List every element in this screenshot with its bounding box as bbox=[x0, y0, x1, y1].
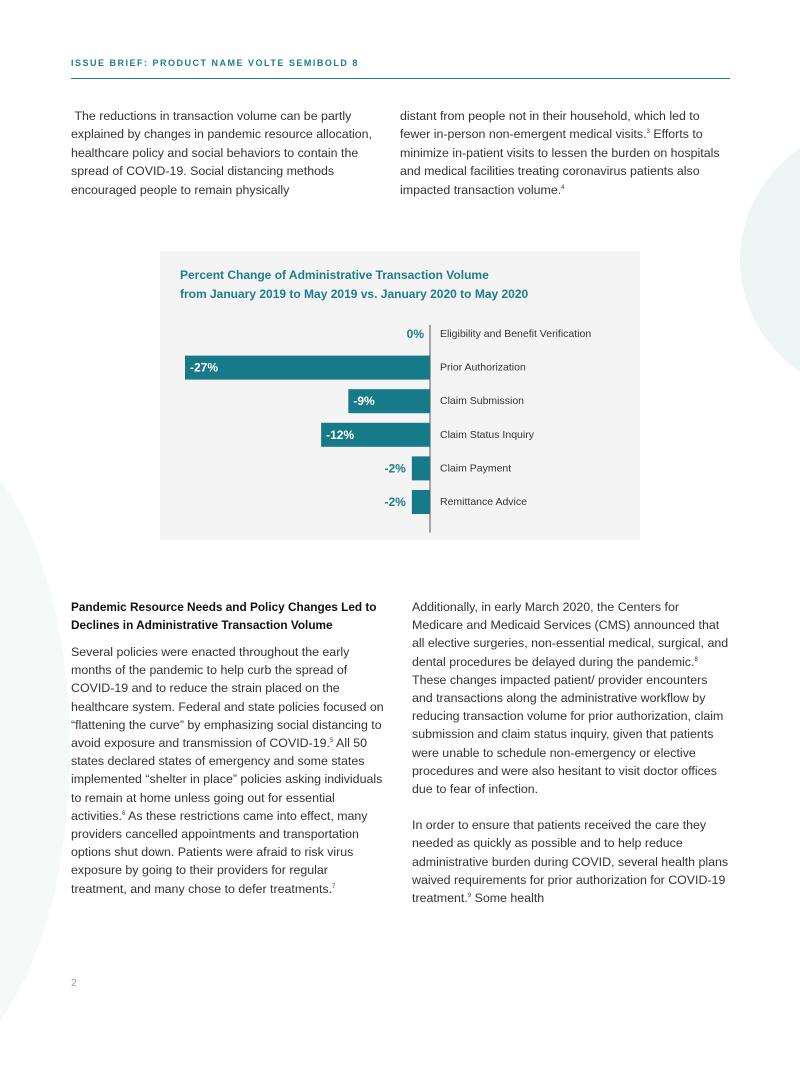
chart-title-line1: Percent Change of Administrative Transaction Volume bbox=[180, 268, 489, 282]
body-paragraph bbox=[71, 643, 387, 898]
category-label: Claim Status Inquiry bbox=[440, 428, 534, 441]
footnote-ref: 8 bbox=[694, 656, 698, 663]
intro-column-left bbox=[71, 107, 383, 199]
body-text: All 50 states declared states of emergency and some states implemented “shelter in place” policies asking individuals to remain at home unless going out for essential activities. bbox=[71, 736, 383, 823]
body-text: These changes impacted patient/ provider encounters and transactions along the administrative workflow by reducing transaction volume for prior authorization, claim submission and claim status inquiry, given that patients were unable to schedule non-emergency or elective procedures and were also hesitant to visit doctor offices due to fear of infection. bbox=[412, 672, 724, 797]
page-header: ISSUE BRIEF: PRODUCT NAME VOLTE SEMIBOLD 8 bbox=[71, 58, 359, 68]
bar-chart bbox=[160, 251, 640, 540]
body-text: Several policies were enacted throughout the early months of the pandemic to help curb the spread of COVID-19 and to reduce the strain placed on the healthcare system. Federal and state policies focused on “flattening the curve” by emphasizing social distancing to avoid exposure and transmission of COVID-19. bbox=[71, 645, 384, 751]
intro-right-text-cont: Efforts to minimize in-patient visits to lessen the burden on hospitals and medical facilities treating coronavirus patients also impacted transaction volume. bbox=[400, 127, 720, 197]
footnote-ref: 4 bbox=[561, 184, 565, 191]
body-text: In order to ensure that patients received the care they needed as quickly as possible and to help reduce administrative burden during COVID, several health plans waived requirements for prior authorization for COVID-19 treatment. bbox=[412, 818, 729, 906]
intro-paragraph-left: The reductions in transaction volume can be partly explained by changes in pandemic resource allocation, healthcare policy and social behaviors to contain the spread of COVID-19. Social distancing methods encouraged people to remain physically bbox=[71, 109, 376, 197]
page-number: 2 bbox=[71, 978, 77, 989]
section-heading: Pandemic Resource Needs and Policy Changes Led to Declines in Administrative Transaction Volume bbox=[71, 600, 377, 632]
body-column-left bbox=[71, 643, 387, 898]
bar bbox=[185, 356, 430, 380]
footnote-ref: 5 bbox=[329, 737, 334, 744]
footnote-ref: 3 bbox=[646, 129, 650, 136]
footnote-ref: 7 bbox=[332, 883, 336, 890]
bar bbox=[412, 456, 430, 480]
body-text: Additionally, in early March 2020, the Centers for Medicare and Medicaid Services (CMS) announced that all elective surgeries, non-essential medical, surgical, and dental procedures be delayed during the pandemic. bbox=[412, 600, 729, 669]
body-text: Some health bbox=[471, 891, 545, 906]
category-label: Eligibility and Benefit Verification bbox=[440, 328, 592, 340]
data-label: -12% bbox=[326, 427, 355, 442]
body-text: As these restrictions came into effect, many providers cancelled appointments and transportation options shut down. Patients were afraid to risk virus exposure by going to their providers for regular treatment, and many chose to defer treatments. bbox=[71, 808, 368, 896]
data-label: 0% bbox=[406, 327, 424, 341]
chart-title-line2: from January 2019 to May 2019 vs. January 2020 to May 2020 bbox=[180, 287, 529, 301]
category-label: Claim Payment bbox=[440, 462, 512, 475]
chart-panel bbox=[160, 251, 640, 540]
bar bbox=[412, 490, 430, 514]
intro-paragraph-right bbox=[400, 107, 730, 199]
data-label: -2% bbox=[384, 495, 406, 509]
category-label: Remittance Advice bbox=[440, 496, 527, 508]
decorative-circle-right bbox=[740, 120, 800, 400]
intro-column-right bbox=[400, 107, 730, 199]
data-label: -9% bbox=[353, 394, 375, 409]
category-label: Claim Submission bbox=[440, 395, 525, 408]
category-label: Prior Authorization bbox=[440, 361, 526, 374]
footnote-ref: 6 bbox=[121, 810, 126, 817]
header-divider bbox=[71, 78, 730, 79]
body-paragraph bbox=[412, 598, 730, 798]
footnote-ref: 9 bbox=[467, 892, 472, 899]
intro-right-text: distant from people not in their household, which led to fewer in-person non-emergent medical visits. bbox=[400, 109, 700, 142]
decorative-circle-left bbox=[0, 430, 70, 1070]
body-paragraph bbox=[412, 816, 730, 907]
data-label: -2% bbox=[384, 461, 406, 476]
body-column-right bbox=[412, 598, 730, 907]
data-label: -27% bbox=[190, 360, 219, 375]
